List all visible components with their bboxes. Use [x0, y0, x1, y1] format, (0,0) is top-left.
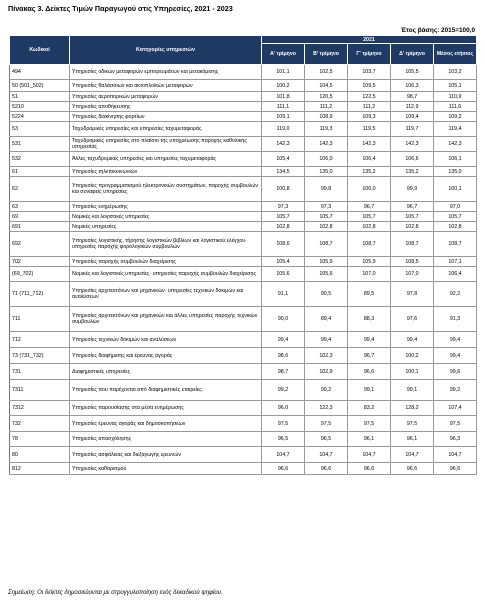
row-q4-value: 105,5: [391, 65, 434, 80]
row-q2-value: 99,2: [305, 380, 348, 401]
row-code: 531: [10, 137, 70, 152]
base-year-note: Έτος βάσης: 2015=100,0: [400, 27, 475, 34]
row-code: 80: [10, 447, 70, 463]
row-code: 731: [10, 364, 70, 380]
row-code: 7311: [10, 380, 70, 401]
row-q2-value: 108,9: [305, 112, 348, 122]
row-q2-value: 119,3: [305, 122, 348, 137]
row-q2-value: 102,3: [305, 348, 348, 364]
row-q2-value: 89,4: [305, 307, 348, 332]
price-index-table: [9, 35, 477, 475]
row-q4-value: 99,1: [391, 380, 434, 401]
row-category: Άλλες ταχυδρομικές υπηρεσίες και υπηρεσίες ταχυμεταφοράς: [70, 152, 262, 167]
row-category: Νομικές υπηρεσίες: [70, 222, 262, 232]
row-annual-average: 103,2: [434, 65, 477, 80]
row-q3-value: 122,5: [348, 92, 391, 102]
row-q2-value: 105,6: [305, 267, 348, 282]
row-category: Υπηρεσίες απασχόλησης: [70, 432, 262, 447]
row-q2-value: 99,8: [305, 177, 348, 202]
row-q4-value: 105,7: [391, 212, 434, 222]
row-q2-value: 96,6: [305, 463, 348, 475]
row-category: Υπηρεσίες αποθήκευσης: [70, 102, 262, 112]
row-q1-value: 105,7: [262, 212, 305, 222]
row-q3-value: 96,1: [348, 432, 391, 447]
header-q2: Β' τρίμηνο: [305, 44, 348, 65]
row-annual-average: 109,2: [434, 112, 477, 122]
row-q1-value: 96,0: [262, 401, 305, 416]
table-row: [10, 282, 477, 307]
row-category: Υπηρεσίες λογιστικής, τήρησης λογιστικών βιβλίων και λογιστικού ελέγχου· υπηρεσίες παροχής φορολογικών συμβουλών: [70, 232, 262, 257]
row-q2-value: 97,3: [305, 202, 348, 212]
row-q4-value: 128,2: [391, 401, 434, 416]
header-q4: Δ' τρίμηνο: [391, 44, 434, 65]
row-q2-value: 105,7: [305, 212, 348, 222]
table-row: [10, 267, 477, 282]
table-row: [10, 432, 477, 447]
row-q1-value: 91,1: [262, 282, 305, 307]
row-q3-value: 99,1: [348, 380, 391, 401]
row-annual-average: 104,7: [434, 447, 477, 463]
table-row: [10, 401, 477, 416]
row-q3-value: 89,5: [348, 282, 391, 307]
row-q3-value: 99,4: [348, 332, 391, 348]
row-code: 63: [10, 202, 70, 212]
table-row: [10, 364, 477, 380]
row-category: Υπηρεσίες παρουσίασης στα μέσα ενημέρωσης: [70, 401, 262, 416]
row-q1-value: 111,1: [262, 102, 305, 112]
row-annual-average: 110,9: [434, 92, 477, 102]
row-category: Υπηρεσίες τεχνικών δοκιμών και αναλύσεων: [70, 332, 262, 348]
table-row: [10, 137, 477, 152]
row-code: 732: [10, 416, 70, 432]
header-q3: Γ' τρίμηνο: [348, 44, 391, 65]
row-q4-value: 96,1: [391, 432, 434, 447]
table-row: [10, 332, 477, 348]
row-category: Υπηρεσίες διακίνησης φορτίων: [70, 112, 262, 122]
row-q3-value: 97,5: [348, 416, 391, 432]
row-q2-value: 111,2: [305, 102, 348, 112]
row-q1-value: 98,6: [262, 348, 305, 364]
row-q2-value: 102,8: [305, 222, 348, 232]
row-code: 494: [10, 65, 70, 80]
row-q1-value: 97,5: [262, 416, 305, 432]
row-q1-value: 96,6: [262, 463, 305, 475]
row-q2-value: 122,3: [305, 401, 348, 416]
row-q1-value: 99,4: [262, 332, 305, 348]
row-code: 711: [10, 307, 70, 332]
row-q1-value: 134,5: [262, 167, 305, 177]
table-row: [10, 212, 477, 222]
row-code: 5224: [10, 112, 70, 122]
row-q4-value: 97,8: [391, 282, 434, 307]
row-q2-value: 142,3: [305, 137, 348, 152]
row-category: Υπηρεσίες έρευνας αγοράς και δημοσκοπήσεων: [70, 416, 262, 432]
row-q1-value: 100,8: [262, 177, 305, 202]
row-q4-value: 109,4: [391, 112, 434, 122]
row-category: Υπηρεσίες παροχής συμβουλών διαχείρισης: [70, 257, 262, 267]
row-q1-value: 98,7: [262, 364, 305, 380]
row-code: 712: [10, 332, 70, 348]
table-row: [10, 202, 477, 212]
table-row: [10, 102, 477, 112]
table-row: [10, 257, 477, 267]
row-code: 71 (711_712): [10, 282, 70, 307]
row-q3-value: 96,6: [348, 463, 391, 475]
row-q3-value: 96,7: [348, 202, 391, 212]
row-category: Υπηρεσίες ενημέρωσης: [70, 202, 262, 212]
row-q2-value: 104,5: [305, 80, 348, 92]
row-code: 7312: [10, 401, 70, 416]
table-row: [10, 447, 477, 463]
row-annual-average: 106,1: [434, 152, 477, 167]
row-q3-value: 106,4: [348, 152, 391, 167]
footnote: Σημείωση: Οι δείκτες δημοσιεύονται με στρογγυλοποίηση ενός δεκαδικού ψηφίου.: [8, 590, 223, 596]
row-annual-average: 92,2: [434, 282, 477, 307]
row-q1-value: 142,3: [262, 137, 305, 152]
row-annual-average: 96,3: [434, 432, 477, 447]
table-row: [10, 65, 477, 80]
row-category: Υπηρεσίες που παρέχονται από διαφημιστικές εταιρείες: [70, 380, 262, 401]
row-annual-average: 99,4: [434, 332, 477, 348]
row-q4-value: 102,8: [391, 222, 434, 232]
table-row: [10, 92, 477, 102]
table-row: [10, 348, 477, 364]
row-annual-average: 97,5: [434, 416, 477, 432]
row-annual-average: 135,0: [434, 167, 477, 177]
row-category: Ταχυδρομικές υπηρεσίες στο πλαίσιο της υποχρέωσης παροχής καθολικής υπηρεσίας: [70, 137, 262, 152]
row-annual-average: 100,1: [434, 177, 477, 202]
table-row: [10, 80, 477, 92]
row-q4-value: 97,6: [391, 307, 434, 332]
table-body: [10, 65, 477, 475]
table-row: [10, 232, 477, 257]
row-code: 692: [10, 232, 70, 257]
table-row: [10, 463, 477, 475]
row-q4-value: 104,7: [391, 447, 434, 463]
row-code: 5210: [10, 102, 70, 112]
row-category: Υπηρεσίες καθαρισμού: [70, 463, 262, 475]
row-category: Υπηρεσίες τηλεπικοινωνιών: [70, 167, 262, 177]
row-annual-average: 102,8: [434, 222, 477, 232]
row-q2-value: 105,9: [305, 257, 348, 267]
row-category: Νομικές και λογιστικές υπηρεσίες: [70, 212, 262, 222]
row-code: 62: [10, 177, 70, 202]
row-code: 51: [10, 92, 70, 102]
row-q4-value: 135,2: [391, 167, 434, 177]
row-q2-value: 102,5: [305, 65, 348, 80]
row-q1-value: 105,4: [262, 152, 305, 167]
row-q4-value: 100,2: [391, 348, 434, 364]
row-category: Ταχυδρομικές υπηρεσίες και υπηρεσίες ταχυμεταφοράς: [70, 122, 262, 137]
row-q4-value: 96,6: [391, 463, 434, 475]
row-annual-average: 91,3: [434, 307, 477, 332]
page-title: Πίνακας 3. Δείκτες Τιμών Παραγωγού στις Υπηρεσίες, 2021 - 2023: [8, 4, 233, 13]
table-row: [10, 307, 477, 332]
row-q3-value: 109,5: [348, 80, 391, 92]
row-q2-value: 90,5: [305, 282, 348, 307]
row-q1-value: 101,8: [262, 92, 305, 102]
row-q4-value: 106,6: [391, 152, 434, 167]
row-code: 532: [10, 152, 70, 167]
row-category: Υπηρεσίες θαλάσσιων και ακτοπλοϊκών μεταφορών: [70, 80, 262, 92]
row-q3-value: 105,7: [348, 212, 391, 222]
row-q4-value: 108,5: [391, 257, 434, 267]
row-q2-value: 120,5: [305, 92, 348, 102]
row-annual-average: 99,4: [434, 348, 477, 364]
row-q1-value: 109,1: [262, 112, 305, 122]
row-annual-average: 106,4: [434, 267, 477, 282]
row-code: 691: [10, 222, 70, 232]
row-q4-value: 97,5: [391, 416, 434, 432]
table-row: [10, 222, 477, 232]
table-row: [10, 167, 477, 177]
row-annual-average: 105,1: [434, 80, 477, 92]
row-code: 812: [10, 463, 70, 475]
table-row: [10, 177, 477, 202]
row-category: Υπηρεσίες αεροπορικών μεταφορών: [70, 92, 262, 102]
row-category: Υπηρεσίες αρχιτεκτόνων και μηχανικών και άλλες υπηρεσίες παροχής τεχνικών συμβουλών: [70, 307, 262, 332]
row-q3-value: 111,2: [348, 102, 391, 112]
row-q2-value: 135,0: [305, 167, 348, 177]
row-q1-value: 97,3: [262, 202, 305, 212]
row-q2-value: 99,4: [305, 332, 348, 348]
row-q3-value: 100,0: [348, 177, 391, 202]
row-code: 69: [10, 212, 70, 222]
row-annual-average: 107,4: [434, 401, 477, 416]
row-q1-value: 102,8: [262, 222, 305, 232]
row-category: Υπηρεσίες αρχιτεκτόνων και μηχανικών· υπηρεσίες τεχνικών δοκιμών και αναλύσεων: [70, 282, 262, 307]
row-q3-value: 108,7: [348, 232, 391, 257]
row-q1-value: 101,1: [262, 65, 305, 80]
header-annual: Μέσος ετήσιος: [434, 44, 477, 65]
row-q3-value: 107,0: [348, 267, 391, 282]
row-q2-value: 106,0: [305, 152, 348, 167]
row-code: 50 (501_502): [10, 80, 70, 92]
row-q1-value: 90,0: [262, 307, 305, 332]
row-annual-average: 99,6: [434, 364, 477, 380]
row-category: Διαφημιστικές υπηρεσίες: [70, 364, 262, 380]
row-category: Υπηρεσίες ασφάλειας και διεξαγωγής ερευνών: [70, 447, 262, 463]
row-q1-value: 99,2: [262, 380, 305, 401]
row-annual-average: 107,1: [434, 257, 477, 267]
table-row: [10, 416, 477, 432]
row-q2-value: 108,7: [305, 232, 348, 257]
row-q4-value: 112,9: [391, 102, 434, 112]
row-annual-average: 108,7: [434, 232, 477, 257]
row-annual-average: 96,6: [434, 463, 477, 475]
row-category: Υπηρεσίες προγραμματισμού ηλεκτρονικών συστημάτων, παροχής συμβουλών και συναφείς υπηρεσίες: [70, 177, 262, 202]
row-q4-value: 108,7: [391, 232, 434, 257]
row-q4-value: 100,1: [391, 364, 434, 380]
row-q2-value: 102,9: [305, 364, 348, 380]
row-q4-value: 106,3: [391, 80, 434, 92]
row-q3-value: 102,8: [348, 222, 391, 232]
row-code: 53: [10, 122, 70, 137]
row-q3-value: 83,2: [348, 401, 391, 416]
row-q4-value: 96,7: [391, 202, 434, 212]
header-category: Κατηγορίες υπηρεσιών: [70, 36, 262, 65]
row-q3-value: 88,3: [348, 307, 391, 332]
row-q4-value: 119,7: [391, 122, 434, 137]
row-code: (69_702): [10, 267, 70, 282]
row-annual-average: 99,2: [434, 380, 477, 401]
header-q1: Α' τρίμηνο: [262, 44, 305, 65]
row-annual-average: 105,7: [434, 212, 477, 222]
row-q3-value: 104,7: [348, 447, 391, 463]
row-q3-value: 135,2: [348, 167, 391, 177]
row-q4-value: 107,0: [391, 267, 434, 282]
row-q3-value: 105,9: [348, 257, 391, 267]
table-row: [10, 152, 477, 167]
row-q2-value: 96,5: [305, 432, 348, 447]
table-row: [10, 112, 477, 122]
row-q1-value: 104,7: [262, 447, 305, 463]
row-category: Νομικές και λογιστικές υπηρεσίες· υπηρεσίες παροχής συμβουλών διαχείρισης: [70, 267, 262, 282]
row-code: 78: [10, 432, 70, 447]
row-category: Υπηρεσίες διαφήμισης και έρευνας αγοράς: [70, 348, 262, 364]
row-q2-value: 104,7: [305, 447, 348, 463]
row-annual-average: 111,6: [434, 102, 477, 112]
header-code: Κωδικοί: [10, 36, 70, 65]
row-q1-value: 119,0: [262, 122, 305, 137]
row-q4-value: 98,7: [391, 92, 434, 102]
table-row: [10, 380, 477, 401]
row-q4-value: 99,4: [391, 332, 434, 348]
row-code: 61: [10, 167, 70, 177]
row-category: Υπηρεσίες οδικών μεταφορών εμπορευμάτων και μετακόμισης: [70, 65, 262, 80]
row-annual-average: 142,3: [434, 137, 477, 152]
row-q1-value: 108,6: [262, 232, 305, 257]
row-annual-average: 97,0: [434, 202, 477, 212]
row-q3-value: 96,7: [348, 348, 391, 364]
row-q3-value: 119,5: [348, 122, 391, 137]
row-q2-value: 97,5: [305, 416, 348, 432]
row-q3-value: 96,6: [348, 364, 391, 380]
row-code: 73 (731_732): [10, 348, 70, 364]
row-q1-value: 105,4: [262, 257, 305, 267]
row-q1-value: 105,6: [262, 267, 305, 282]
row-q1-value: 100,2: [262, 80, 305, 92]
row-code: 702: [10, 257, 70, 267]
table-row: [10, 122, 477, 137]
row-q3-value: 103,7: [348, 65, 391, 80]
row-q4-value: 142,3: [391, 137, 434, 152]
row-q4-value: 99,9: [391, 177, 434, 202]
header-year: 2021: [262, 36, 477, 44]
row-annual-average: 119,4: [434, 122, 477, 137]
row-q3-value: 109,3: [348, 112, 391, 122]
row-q3-value: 142,3: [348, 137, 391, 152]
row-q1-value: 96,5: [262, 432, 305, 447]
